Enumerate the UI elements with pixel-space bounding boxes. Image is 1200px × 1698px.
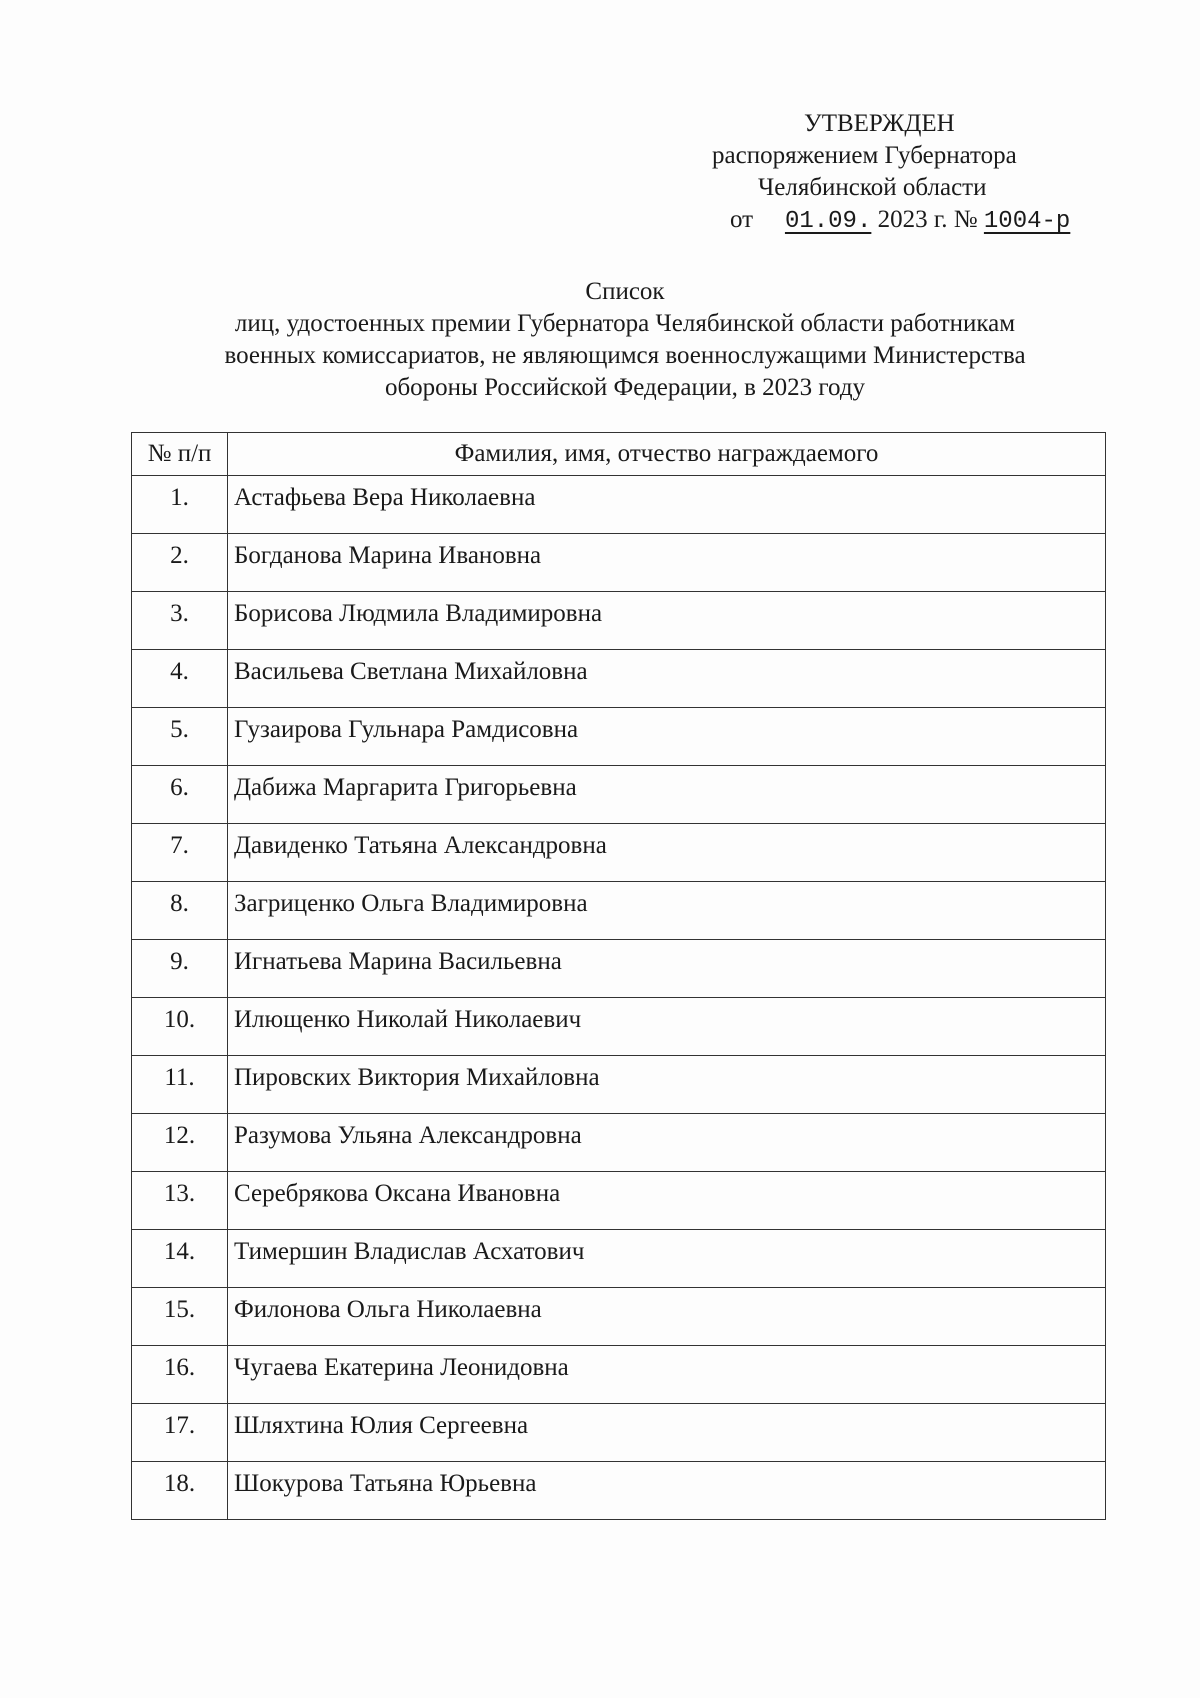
row-full-name: Илющенко Николай Николаевич xyxy=(228,998,1106,1056)
row-full-name: Чугаева Екатерина Леонидовна xyxy=(228,1346,1106,1404)
row-number: 11. xyxy=(132,1056,228,1114)
row-full-name: Загриценко Ольга Владимировна xyxy=(228,882,1106,940)
table-row xyxy=(132,650,1106,708)
row-number: 7. xyxy=(132,824,228,882)
table-row xyxy=(132,824,1106,882)
approval-year: 2023 г. № xyxy=(877,206,978,233)
row-full-name: Разумова Ульяна Александровна xyxy=(228,1114,1106,1172)
table-row xyxy=(132,1404,1106,1462)
header-number: № п/п xyxy=(132,433,228,476)
row-full-name: Васильева Светлана Михайловна xyxy=(228,650,1106,708)
row-number: 4. xyxy=(132,650,228,708)
awardees-table xyxy=(131,432,1106,1520)
table-row xyxy=(132,940,1106,998)
row-number: 2. xyxy=(132,534,228,592)
table-row xyxy=(132,998,1106,1056)
approval-stamp xyxy=(700,108,1130,238)
row-full-name: Серебрякова Оксана Ивановна xyxy=(228,1172,1106,1230)
table-row xyxy=(132,1462,1106,1520)
row-number: 12. xyxy=(132,1114,228,1172)
table-body xyxy=(132,476,1106,1520)
approval-date-prefix: от xyxy=(730,206,754,233)
table-row xyxy=(132,1230,1106,1288)
approval-date-line xyxy=(700,204,1130,238)
row-number: 5. xyxy=(132,708,228,766)
document-title xyxy=(150,276,1100,404)
approval-heading: УТВЕРЖДЕН xyxy=(804,110,955,137)
row-number: 16. xyxy=(132,1346,228,1404)
table-row xyxy=(132,708,1106,766)
row-full-name: Игнатьева Марина Васильевна xyxy=(228,940,1106,998)
row-number: 3. xyxy=(132,592,228,650)
title-line-1: Список xyxy=(585,278,665,305)
row-full-name: Шокурова Татьяна Юрьевна xyxy=(228,1462,1106,1520)
table-row xyxy=(132,1056,1106,1114)
table-row xyxy=(132,1114,1106,1172)
table-row xyxy=(132,592,1106,650)
approval-order-line: распоряжением Губернатора xyxy=(712,142,1017,169)
row-number: 8. xyxy=(132,882,228,940)
table-row xyxy=(132,476,1106,534)
row-full-name: Дабижа Маргарита Григорьевна xyxy=(228,766,1106,824)
approval-region-line: Челябинской области xyxy=(758,174,987,201)
row-full-name: Астафьева Вера Николаевна xyxy=(228,476,1106,534)
row-full-name: Пировских Виктория Михайловна xyxy=(228,1056,1106,1114)
table-row xyxy=(132,1288,1106,1346)
table-header-row xyxy=(132,433,1106,476)
row-full-name: Богданова Марина Ивановна xyxy=(228,534,1106,592)
approval-number: 1004-р xyxy=(983,208,1071,235)
row-number: 18. xyxy=(132,1462,228,1520)
row-full-name: Шляхтина Юлия Сергеевна xyxy=(228,1404,1106,1462)
header-full-name: Фамилия, имя, отчество награждаемого xyxy=(228,433,1106,476)
row-number: 14. xyxy=(132,1230,228,1288)
table-row xyxy=(132,766,1106,824)
row-number: 6. xyxy=(132,766,228,824)
title-line-4: обороны Российской Федерации, в 2023 году xyxy=(384,374,866,401)
row-full-name: Тимершин Владислав Асхатович xyxy=(228,1230,1106,1288)
row-number: 15. xyxy=(132,1288,228,1346)
row-number: 1. xyxy=(132,476,228,534)
table-row xyxy=(132,534,1106,592)
table-row xyxy=(132,1346,1106,1404)
row-full-name: Борисова Людмила Владимировна xyxy=(228,592,1106,650)
row-number: 17. xyxy=(132,1404,228,1462)
table-row xyxy=(132,1172,1106,1230)
title-line-2: лиц, удостоенных премии Губернатора Челябинской области работникам xyxy=(234,310,1016,337)
row-number: 13. xyxy=(132,1172,228,1230)
approval-date: 01.09. xyxy=(784,208,872,235)
row-full-name: Гузаирова Гульнара Рамдисовна xyxy=(228,708,1106,766)
table-row xyxy=(132,882,1106,940)
row-full-name: Филонова Ольга Николаевна xyxy=(228,1288,1106,1346)
row-full-name: Давиденко Татьяна Александровна xyxy=(228,824,1106,882)
row-number: 9. xyxy=(132,940,228,998)
row-number: 10. xyxy=(132,998,228,1056)
title-line-3: военных комиссариатов, не являющимся военнослужащими Министерства xyxy=(224,342,1026,369)
